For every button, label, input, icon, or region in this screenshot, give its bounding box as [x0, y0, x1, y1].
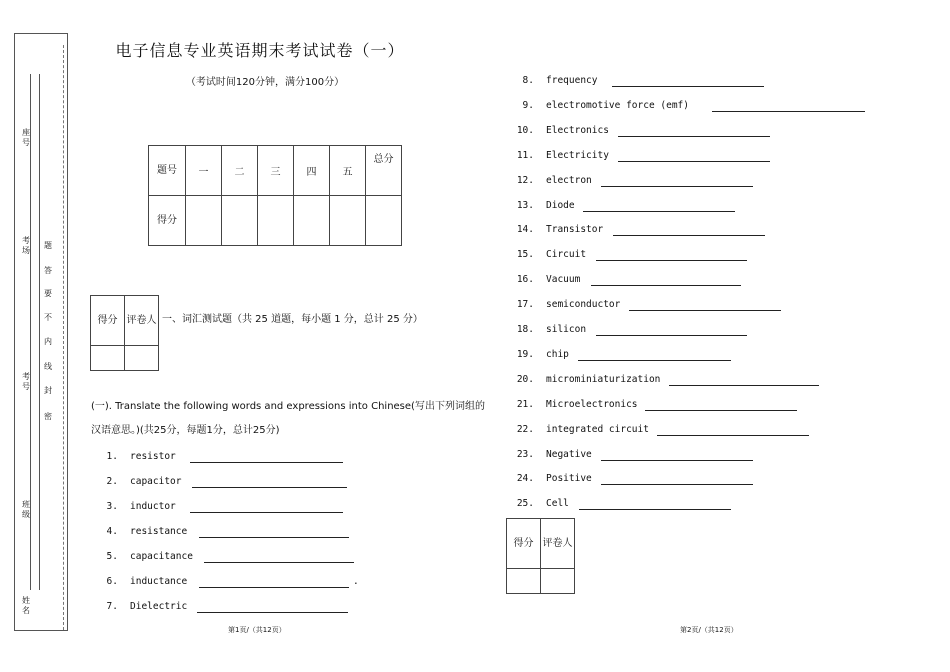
seal-char: 内 — [44, 337, 52, 346]
score-cell — [258, 196, 294, 246]
score-col-total: 总分 — [366, 146, 402, 196]
answer-blank[interactable] — [618, 161, 770, 162]
question-number: 11. — [516, 149, 534, 161]
answer-blank[interactable] — [601, 484, 753, 485]
question-term: inductor — [130, 501, 176, 512]
score-cell — [294, 196, 330, 246]
question-term: capacitor — [130, 476, 182, 487]
seal-char: 要 — [44, 289, 52, 298]
grader-box-score-label: 得分 — [507, 519, 541, 569]
question-number: 15. — [516, 249, 534, 261]
binding-margin — [14, 33, 68, 631]
question-term: semiconductor — [546, 299, 621, 311]
footer-page-right: 第2页/（共12页） — [680, 626, 738, 634]
binding-label-room: 考场 — [22, 236, 30, 255]
question-number: 17. — [516, 299, 534, 311]
question-item — [512, 448, 892, 462]
question-item — [96, 575, 456, 589]
answer-blank[interactable] — [596, 260, 747, 261]
score-col: 一 — [186, 146, 222, 196]
seal-char: 封 — [44, 386, 52, 395]
question-term: Electronics — [546, 124, 609, 136]
answer-blank[interactable] — [197, 612, 348, 613]
question-term: chip — [546, 348, 569, 360]
question-term: microminiaturization — [546, 373, 661, 385]
answer-blank[interactable] — [190, 462, 343, 463]
question-item — [512, 99, 892, 113]
question-number: 23. — [516, 448, 534, 460]
question-term: integrated circuit — [546, 423, 649, 435]
question-item — [96, 500, 456, 514]
question-number: 8. — [522, 75, 534, 86]
score-cell — [186, 196, 222, 246]
score-cell — [222, 196, 258, 246]
score-table — [148, 145, 402, 246]
seal-char: 题 — [44, 241, 52, 250]
question-number: 18. — [516, 324, 534, 335]
question-term: resistance — [130, 526, 188, 537]
binding-label-exam-no: 考号 — [22, 372, 30, 391]
question-item — [96, 525, 456, 539]
question-term: capacitance — [130, 551, 193, 562]
answer-blank[interactable] — [583, 211, 735, 212]
section1-heading: 一、词汇测试题（共 25 道题，每小题 1 分，总计 25 分） — [162, 314, 423, 325]
question-number: 25. — [516, 498, 534, 510]
score-table-row2-label: 得分 — [149, 196, 186, 246]
question-number: 10. — [516, 124, 534, 136]
grader-box-grader-label: 评卷人 — [125, 296, 159, 346]
question-item — [512, 497, 892, 511]
grader-box-right — [506, 518, 575, 594]
answer-blank[interactable] — [596, 335, 747, 336]
question-number: 14. — [516, 224, 534, 236]
question-term: electron — [546, 174, 592, 186]
seal-char: 不 — [44, 313, 52, 322]
answer-blank[interactable] — [629, 310, 781, 311]
question-term: Circuit — [546, 249, 587, 261]
question-item — [96, 600, 456, 614]
answer-blank[interactable] — [591, 285, 741, 286]
question-number: 4. — [106, 526, 118, 537]
answer-blank[interactable] — [601, 460, 753, 461]
question-suffix: . — [353, 576, 359, 587]
question-item — [512, 124, 892, 138]
grader-box-cell — [125, 346, 159, 371]
question-number: 5. — [106, 551, 118, 562]
question-number: 1. — [106, 451, 118, 462]
question-number: 7. — [106, 601, 118, 612]
question-number: 2. — [106, 476, 118, 487]
question-term: Dielectric — [130, 601, 188, 612]
answer-blank[interactable] — [199, 587, 349, 588]
binding-line — [39, 74, 40, 590]
question-item — [512, 398, 892, 412]
question-number: 24. — [516, 473, 534, 485]
answer-blank[interactable] — [645, 410, 797, 411]
question-term: Cell — [546, 498, 569, 510]
binding-label-seat: 座号 — [22, 128, 30, 147]
question-term: Microelectronics — [546, 398, 638, 410]
question-term: frequency — [546, 75, 598, 86]
question-term: Positive — [546, 473, 592, 485]
question-item — [96, 550, 456, 564]
question-item — [512, 298, 892, 312]
question-number: 3. — [106, 501, 118, 512]
question-term: Vacuum — [546, 274, 581, 286]
seal-char: 答 — [44, 266, 52, 275]
grader-box — [90, 295, 159, 371]
answer-blank[interactable] — [657, 435, 809, 436]
question-item — [512, 149, 892, 163]
question-term: inductance — [130, 576, 188, 587]
score-table-row1-label: 题号 — [149, 146, 186, 196]
answer-blank[interactable] — [204, 562, 354, 563]
score-col: 三 — [258, 146, 294, 196]
question-item — [512, 472, 892, 486]
question-item — [512, 273, 892, 287]
question-item — [512, 74, 892, 88]
question-number: 12. — [516, 174, 534, 186]
answer-blank[interactable] — [192, 487, 347, 488]
question-item — [512, 323, 892, 337]
grader-box-cell — [91, 346, 125, 371]
question-term: Negative — [546, 448, 592, 460]
footer-page-left: 第1页/（共12页） — [228, 626, 286, 634]
question-number: 22. — [516, 423, 534, 435]
binding-label-name: 姓名 — [22, 596, 30, 615]
question-item — [512, 373, 892, 387]
grader-box-cell — [541, 569, 575, 594]
question-number: 6. — [106, 576, 118, 587]
question-number: 13. — [516, 199, 534, 211]
grader-box-cell — [507, 569, 541, 594]
score-cell — [366, 196, 402, 246]
question-item — [512, 423, 892, 437]
answer-blank[interactable] — [190, 512, 343, 513]
question-term: resistor — [130, 451, 176, 462]
question-number: 21. — [516, 398, 534, 410]
question-term: silicon — [546, 324, 587, 335]
exam-time-note: （考试时间120分钟，满分100分） — [185, 77, 345, 88]
question-term: Diode — [546, 199, 575, 211]
binding-label-class: 班级 — [22, 500, 30, 519]
question-item — [512, 223, 892, 237]
grader-box-grader-label: 评卷人 — [541, 519, 575, 569]
question-term: Transistor — [546, 224, 604, 236]
score-col: 二 — [222, 146, 258, 196]
question-item — [512, 174, 892, 188]
question-term: Electricity — [546, 149, 609, 161]
part1-instruction: (一). Translate the following words and expressions into Chinese(写出下列词组的汉语意思。)(共25分，每题1分，总计25分) — [91, 401, 485, 436]
question-item — [512, 248, 892, 262]
answer-blank[interactable] — [669, 385, 819, 386]
answer-blank[interactable] — [578, 360, 731, 361]
question-item — [512, 199, 892, 213]
binding-dashed-line — [63, 45, 64, 630]
question-term: electromotive force (emf) — [546, 99, 689, 111]
question-number: 19. — [516, 348, 534, 360]
score-cell — [330, 196, 366, 246]
score-col: 四 — [294, 146, 330, 196]
question-item — [512, 348, 892, 362]
question-number: 20. — [516, 373, 534, 385]
answer-blank[interactable] — [618, 136, 770, 137]
question-number: 9. — [522, 99, 534, 111]
question-item — [96, 450, 456, 464]
page-title: 电子信息专业英语期末考试试卷（一） — [115, 41, 405, 60]
answer-blank[interactable] — [712, 111, 865, 112]
score-col: 五 — [330, 146, 366, 196]
seal-char: 线 — [44, 362, 52, 371]
answer-blank[interactable] — [613, 235, 765, 236]
answer-blank[interactable] — [612, 86, 764, 87]
grader-box-score-label: 得分 — [91, 296, 125, 346]
answer-blank[interactable] — [601, 186, 753, 187]
answer-blank[interactable] — [199, 537, 349, 538]
question-number: 16. — [516, 274, 534, 286]
answer-blank[interactable] — [579, 509, 731, 510]
question-item — [96, 475, 456, 489]
seal-char: 密 — [44, 412, 52, 421]
